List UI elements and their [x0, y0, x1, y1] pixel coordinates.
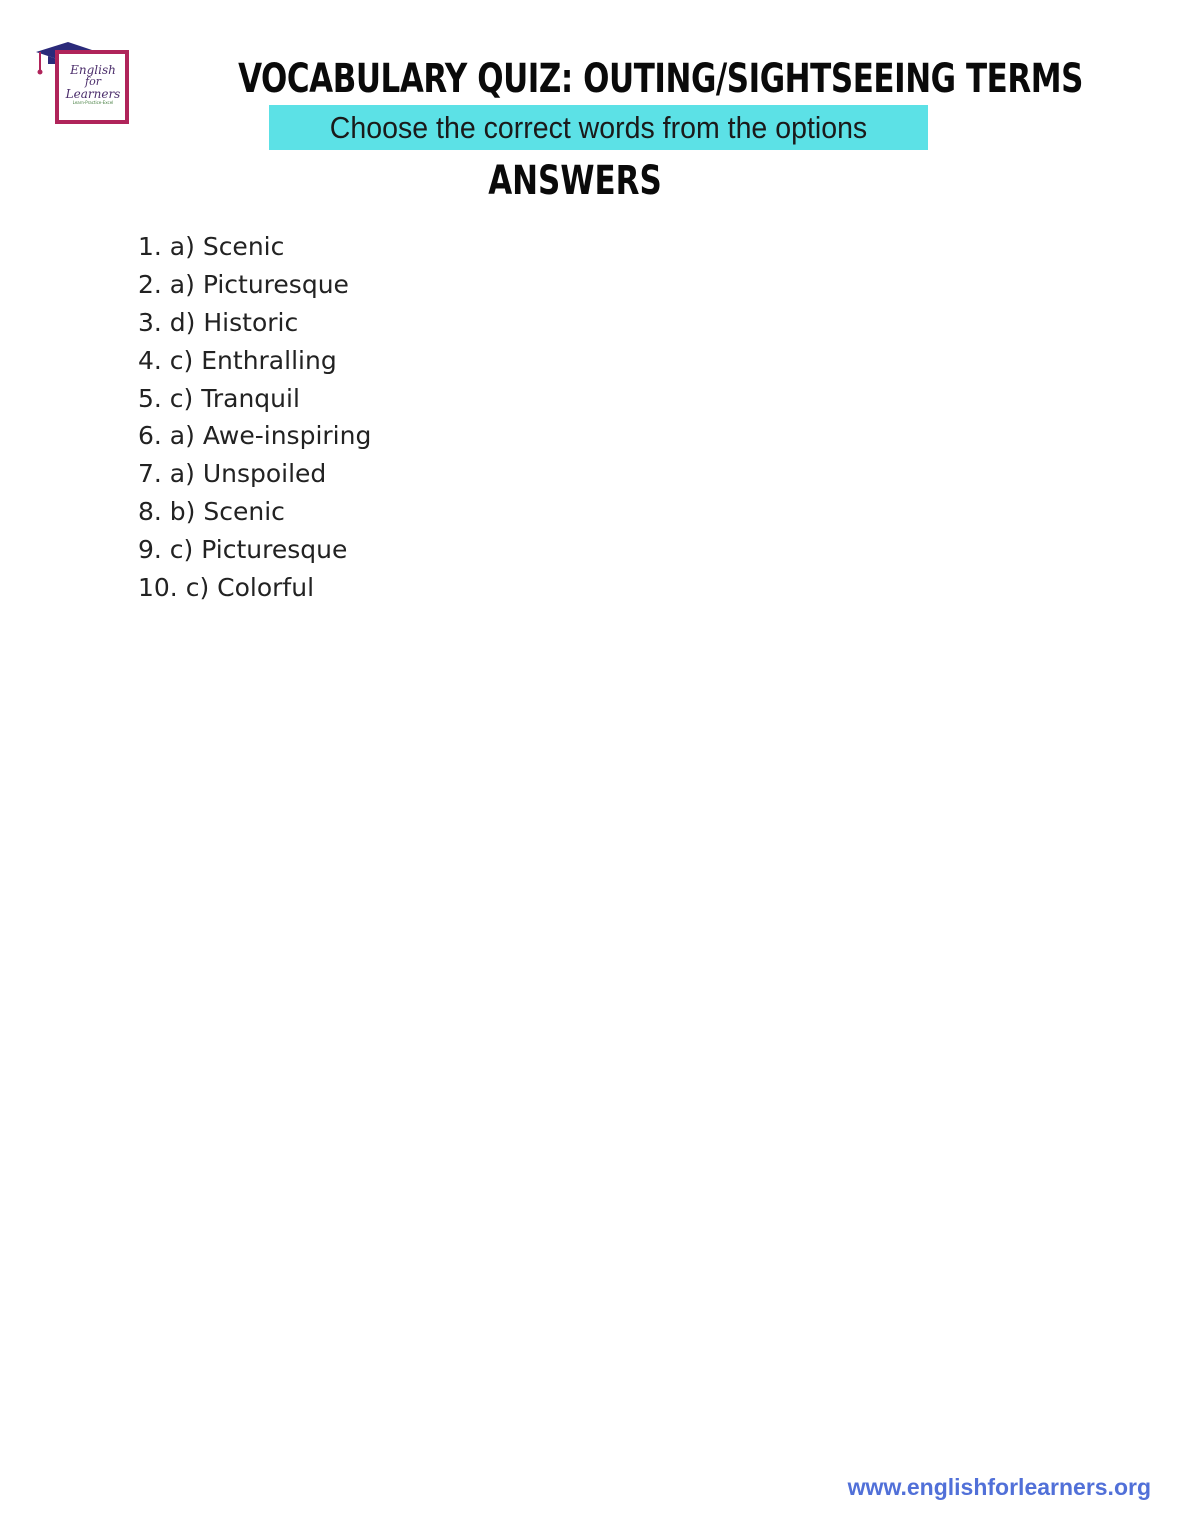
footer-website-link[interactable]: www.englishforlearners.org [847, 1474, 1151, 1500]
logo-line-learners: Learners [65, 87, 121, 101]
logo-line-for: for [85, 75, 101, 88]
answer-item-1: 1. a) Scenic [138, 232, 285, 261]
answer-item-4: 4. c) Enthralling [138, 345, 337, 375]
site-logo[interactable] [34, 38, 136, 132]
answer-item-3: 3. d) Historic [138, 307, 299, 337]
subtitle-band [269, 105, 928, 150]
answer-item-7: 7. a) Unspoiled [138, 459, 327, 489]
answer-item-9: 9. c) Picturesque [138, 535, 348, 565]
answer-item-6: 6. a) Awe-inspiring [138, 421, 372, 451]
answers-heading: ANSWERS [488, 158, 662, 204]
answer-item-8: 8. b) Scenic [138, 497, 285, 527]
logo-tagline: Learn-Practice-Excel [72, 100, 114, 105]
answer-item-5: 5. c) Tranquil [138, 383, 300, 413]
answer-item-2: 2. a) Picturesque [138, 269, 349, 299]
page-title: VOCABULARY QUIZ: OUTING/SIGHTSEEING TERMS [238, 56, 1084, 102]
answer-list [138, 228, 371, 607]
answer-item-10: 10. c) Colorful [138, 573, 315, 603]
logo-line-english: English [70, 63, 116, 77]
page-subtitle: Choose the correct words from the options [329, 110, 868, 145]
logo-text [58, 64, 128, 106]
